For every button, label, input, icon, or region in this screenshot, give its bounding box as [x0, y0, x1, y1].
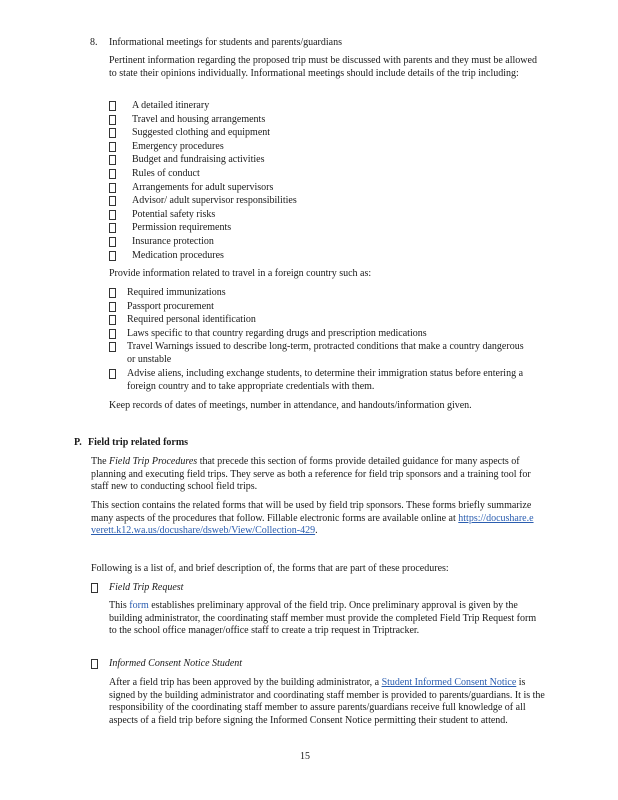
bullet-icon [109, 223, 116, 233]
list-item: Suggested clothing and equipment [109, 127, 529, 141]
form-link[interactable]: form [129, 600, 149, 611]
list-item: Laws specific to that country regarding drugs and prescription medications [109, 328, 529, 342]
list-item: Passport procurement [109, 301, 529, 315]
form-title-informed-consent: Informed Consent Notice Student [109, 658, 243, 669]
bullet-icon [109, 142, 116, 152]
trip-details-list [109, 100, 529, 263]
page-number: 15 [300, 751, 310, 762]
list-item: Budget and fundraising activities [109, 154, 529, 168]
bullet-icon [109, 196, 116, 206]
procedures-title: Field Trip Procedures [109, 456, 198, 467]
item-title: Informational meetings for students and parents/guardians [109, 37, 342, 48]
form1-description: This form establishes preliminary approval of the field trip. Once preliminary approval is given by the building administrator, the coordinating staff member must provide the completed Field Trip Request form to the school office manager/office staff to create a trip request in Triptracker. [109, 600, 537, 637]
list-item: Potential safety risks [109, 209, 529, 223]
section-letter: P. [74, 437, 82, 448]
foreign-travel-list [109, 287, 529, 395]
list-item: Required immunizations [109, 287, 529, 301]
bullet-icon [109, 115, 116, 125]
list-item: Permission requirements [109, 222, 529, 236]
bullet-icon [109, 329, 116, 339]
list-item: Insurance protection [109, 236, 529, 250]
intro-paragraph: Pertinent information regarding the proposed trip must be discussed with parents and they must be allowed to state their opinions individually. Informational meetings should include details of the trip including: [109, 55, 537, 79]
bullet-icon [109, 288, 116, 298]
bullet-icon [91, 583, 98, 593]
bullet-icon [109, 101, 116, 111]
records-paragraph: Keep records of dates of meetings, number in attendance, and handouts/information given. [109, 400, 472, 411]
contains-paragraph: This section contains the related forms that will be used by field trip sponsors. These forms briefly summarize many aspects of the procedures that follow. Fillable electronic forms are available online at https://docushare.everett.k12.wa.us/docushare/dsweb/View/Collection-429. [91, 500, 534, 537]
list-item: Travel and housing arrangements [109, 114, 529, 128]
bullet-icon [109, 251, 116, 261]
procedures-paragraph: The Field Trip Procedures that precede this section of forms provide detailed guidance for many aspects of planning and executing field trips. They serve as both a reference for field trip sponsors and a training tool for staff new to conducting school field trips. [91, 456, 531, 493]
form2-description: After a field trip has been approved by the building administrator, a Student Informed Consent Notice is signed by the building administrator and coordinating staff member is provided to parents/guardians. It is the responsibility of the coordinating staff member to assure parents/guardians receive full knowledge of all aspects of a field trip before signing the Informed Consent Notice permitting their student to attend. [109, 677, 545, 726]
bullet-icon [109, 237, 116, 247]
list-item: Arrangements for adult supervisors [109, 182, 529, 196]
item-number: 8. [90, 37, 98, 48]
collection-link[interactable]: https://docushare.everett.k12.wa.us/docushare/dsweb/View/Collection-429 [91, 512, 534, 537]
bullet-icon [109, 369, 116, 379]
section-title: Field trip related forms [88, 437, 189, 448]
foreign-intro: Provide information related to travel in a foreign country such as: [109, 268, 372, 279]
list-item: Travel Warnings issued to describe long-term, protracted conditions that make a country dangerous or unstable [109, 341, 529, 368]
list-item: A detailed itinerary [109, 100, 529, 114]
bullet-icon [109, 169, 116, 179]
bullet-icon [109, 342, 116, 352]
student-informed-consent-link[interactable]: Student Informed Consent Notice [381, 677, 517, 688]
list-item: Advisor/ adult supervisor responsibilities [109, 195, 529, 209]
bullet-icon [109, 128, 116, 138]
list-item: Advise aliens, including exchange students, to determine their immigration status before entering a foreign country and to take appropriate credentials with them. [109, 368, 529, 395]
list-item: Emergency procedures [109, 141, 529, 155]
following-paragraph: Following is a list of, and brief description of, the forms that are part of these procedures: [91, 563, 449, 574]
bullet-icon [109, 302, 116, 312]
bullet-icon [109, 183, 116, 193]
bullet-icon [109, 210, 116, 220]
bullet-icon [109, 155, 116, 165]
list-item: Rules of conduct [109, 168, 529, 182]
bullet-icon [109, 315, 116, 325]
list-item: Required personal identification [109, 314, 529, 328]
list-item: Medication procedures [109, 250, 529, 264]
form-title-field-trip-request: Field Trip Request [109, 582, 184, 593]
bullet-icon [91, 659, 98, 669]
